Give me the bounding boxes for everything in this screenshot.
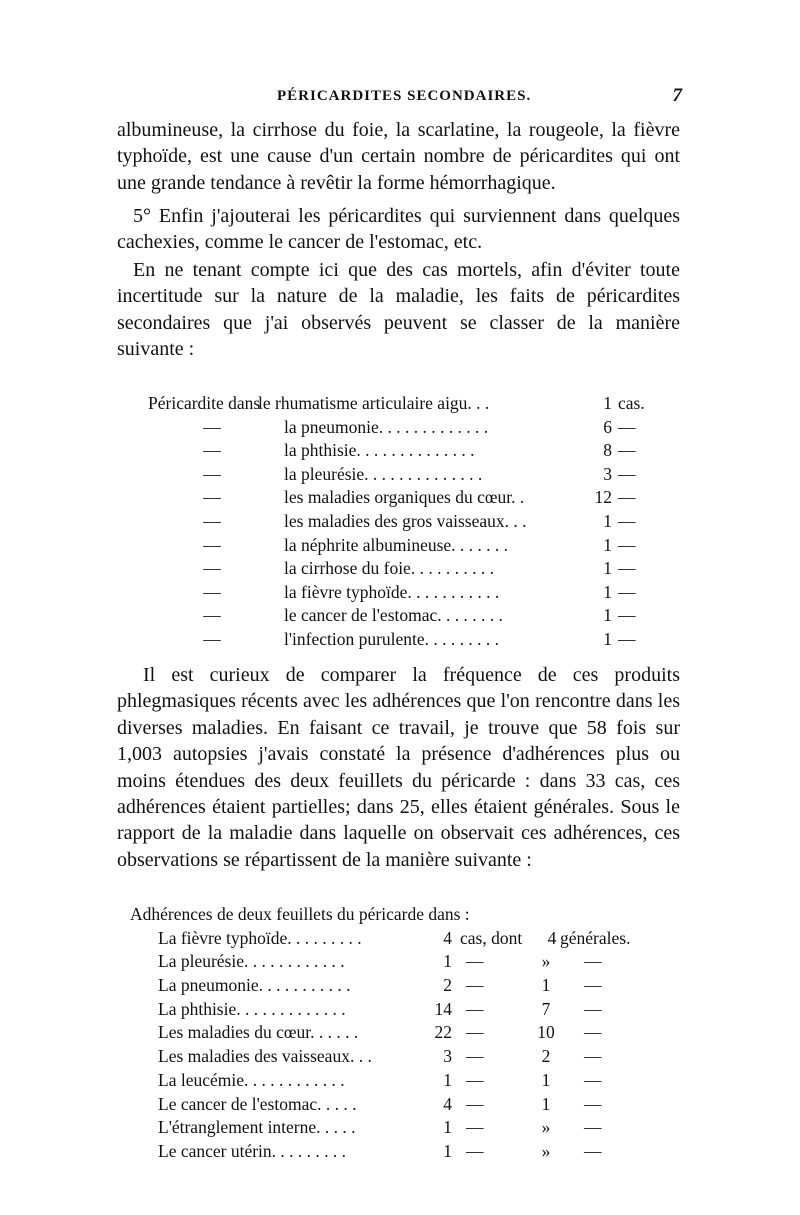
row-separator: — [466,1093,484,1114]
table-row [130,950,670,974]
list-item-count: 8 [603,440,612,461]
ditto-dash: — [203,440,221,461]
paragraph-2: 5° Enfin j'ajouterai les péricardites qui surviennent dans quelques cachexies, comme le cancer de l'estomac, etc. [117,205,680,254]
row-separator: — [466,1117,484,1138]
table-rows [130,927,670,1164]
list-item-label: la phthisie. . . . . . . . . . . . . . [284,440,475,461]
disease-label: Les maladies des vaisseaux. . . [158,1046,372,1067]
list-item-label: la néphrite albumineuse. . . . . . . [284,534,509,555]
general-count: » [541,1140,551,1161]
general-count: » [541,951,551,972]
list-item-count: 1 [603,534,612,555]
disease-label: La pneumonie. . . . . . . . . . . [158,975,351,996]
cases-count: 4 [443,927,452,948]
general-count: 7 [541,998,551,1019]
list-intro: Péricardite dans [148,393,261,413]
header-title: PÉRICARDITES SECONDAIRES. [277,88,532,104]
cases-count: 4 [443,1093,452,1114]
list-item-label: le cancer de l'estomac. . . . . . . . [284,605,503,626]
list-item-label: les maladies des gros vaisseaux. . . [284,510,527,531]
cases-count: 14 [434,998,452,1019]
cases-count: 1 [443,1117,452,1138]
row-separator: — [466,1022,484,1043]
list-item-count: 1 [603,605,612,626]
list-item-count: 1 [603,510,612,531]
disease-label: L'étranglement interne. . . . . [158,1117,356,1138]
disease-label: La phthisie. . . . . . . . . . . . . [158,998,346,1019]
disease-label: Le cancer utérin. . . . . . . . . [158,1140,347,1161]
disease-label: La pleurésie. . . . . . . . . . . . [158,951,345,972]
paragraph-1: albumineuse, la cirrhose du foie, la scarlatine, la rougeole, la fièvre typhoïde, est une cause d'un certain nombre de péricardites qui ont une grande tendance à revêtir la forme hémorrhagique. [117,119,680,194]
list-item-unit: cas. [618,393,645,413]
ditto-dash: — [203,416,221,437]
list-item-count: 1 [603,628,612,649]
paragraph-4: Il est curieux de comparer la fréquence de ces produits phlegmasiques récents avec les adhérences que l'on rencontre dans les diverses maladies. En faisant ce travail, je trouve que 58 fois sur 1,003 autopsies j'avais constaté la présence d'adhérences plus ou moins étendues des deux feuillets du péricarde : dans 33 cas, ces adhérences étaient partielles; dans 25, elles étaient générales. Sous le rapport de la maladie dans laquelle on observait ces adhérences, ces observations se répartissent de la manière suivante : [117,664,680,871]
list-item-count: 3 [603,463,612,484]
table-row [130,1069,670,1093]
table-row [130,1140,670,1164]
ditto-dash: — [203,534,221,555]
table-row [130,1093,670,1117]
list-item-label: les maladies organiques du cœur. . [284,487,525,508]
list-item-unit: — [618,416,636,437]
general-suffix: — [584,998,602,1019]
list-item-unit: — [618,581,636,602]
cases-count: 1 [443,951,452,972]
disease-label: La leucémie. . . . . . . . . . . . [158,1069,345,1090]
general-count: 10 [537,1022,555,1043]
list-item-unit: — [618,463,636,484]
running-header [117,85,683,112]
cases-count: 22 [434,1022,452,1043]
list-item-label: l'infection purulente. . . . . . . . . [284,628,500,649]
general-count: » [541,1117,551,1138]
ditto-dash: — [203,581,221,602]
general-count: 1 [541,1093,551,1114]
list-item-unit: — [618,628,636,649]
row-separator: — [466,1046,484,1067]
ditto-dash: — [203,558,221,579]
general-count: 2 [541,1046,551,1067]
list-item-unit: — [618,510,636,531]
list-item-label: la pleurésie. . . . . . . . . . . . . . [284,463,483,484]
ditto-dash: — [203,605,221,626]
table-row [130,974,670,998]
list-item-label: la fièvre typhoïde. . . . . . . . . . . [284,581,500,602]
general-suffix: — [584,1046,602,1067]
ditto-dash: — [203,463,221,484]
row-separator: — [466,998,484,1019]
disease-label: La fièvre typhoïde. . . . . . . . . [158,927,362,948]
table-intro [130,903,670,927]
list-item-unit: — [618,605,636,626]
list-item-label: la cirrhose du foie. . . . . . . . . . [284,558,494,579]
table-row [130,927,670,951]
general-suffix: — [584,1022,602,1043]
table-intro-text: Adhérences de deux feuillets du péricarde dans : [130,904,470,924]
table-row [130,1021,670,1045]
general-suffix: — [584,975,602,996]
cases-count: 1 [443,1069,452,1090]
list-item-label: la pneumonie. . . . . . . . . . . . . [284,416,489,437]
general-count: 1 [541,1069,551,1090]
ditto-dash: — [203,510,221,531]
row-separator: — [466,975,484,996]
general-suffix: — [584,1140,602,1161]
disease-label: Le cancer de l'estomac. . . . . [158,1093,357,1114]
table-row [130,1045,670,1069]
general-suffix: — [584,1117,602,1138]
general-suffix: — [584,1093,602,1114]
cases-count: 1 [443,1140,452,1161]
list-item-unit: — [618,558,636,579]
list-item-count: 1 [603,581,612,602]
cases-count: 3 [443,1046,452,1067]
list-item-count: 1 [603,558,612,579]
list-item-count: 1 [603,393,612,413]
ditto-dash: — [203,628,221,649]
cases-count: 2 [443,975,452,996]
general-suffix: — [584,1069,602,1090]
paragraph-3: En ne tenant compte ici que des cas mortels, afin d'éviter toute incertitude sur la nature de la maladie, les faits de péricardites secondaires que j'ai observés peuvent se classer de la manière suivante : [117,259,680,361]
general-suffix: — [584,951,602,972]
table-row [130,998,670,1022]
list-item-label: le rhumatisme articulaire aigu. . . [258,393,490,413]
row-separator: — [466,1069,484,1090]
table-row [130,1116,670,1140]
ditto-dash: — [203,487,221,508]
list-item-count: 6 [603,416,612,437]
general-suffix: générales. [560,927,631,948]
list-item-unit: — [618,440,636,461]
row-separator: cas, dont [460,927,523,948]
page-number: 7 [672,85,683,106]
disease-label: Les maladies du cœur. . . . . . [158,1022,359,1043]
list-item-unit: — [618,487,636,508]
row-separator: — [466,951,484,972]
list-item-count: 12 [594,487,612,508]
general-count: 1 [541,975,551,996]
row-separator: — [466,1140,484,1161]
list-item-unit: — [618,534,636,555]
general-count: 4 [547,927,557,948]
adherences-table [130,903,670,1164]
